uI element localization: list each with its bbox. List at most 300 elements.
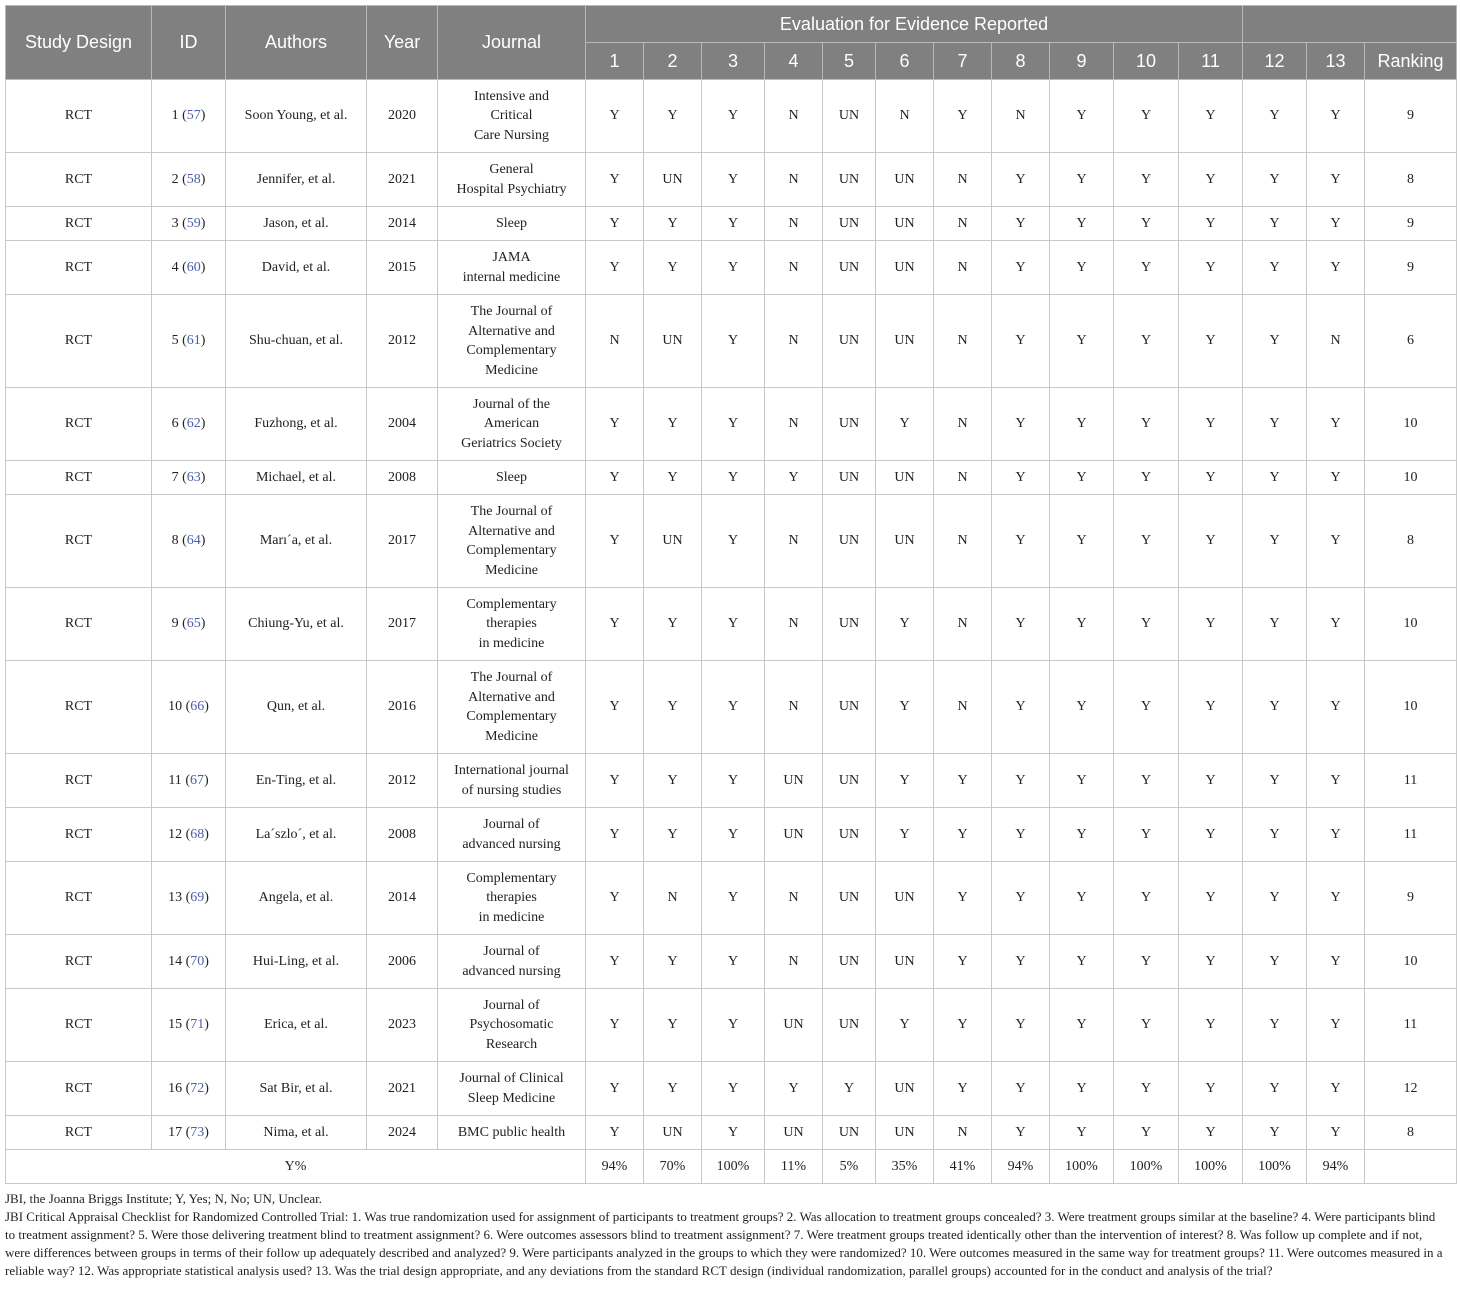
table-row — [6, 1062, 1457, 1116]
journal-line: JAMA — [492, 250, 531, 265]
table-row — [6, 989, 1457, 1062]
score-cell: Y — [992, 935, 1050, 989]
journal-line: Alternative and — [468, 523, 555, 539]
authors-cell: Chiung-Yu, et al. — [226, 588, 367, 661]
id-number: 15 — [168, 1017, 183, 1033]
reference-link[interactable]: 71 — [190, 1017, 205, 1033]
header-journal: Journal — [438, 6, 586, 80]
score-cell: Y — [934, 862, 992, 935]
score-cell: N — [765, 862, 823, 935]
score-cell: Y — [702, 80, 765, 153]
score-cell: Y — [586, 388, 644, 461]
score-cell: UN — [644, 1116, 702, 1150]
journal-line: International journal — [454, 763, 569, 778]
summary-percent: 100% — [1114, 1150, 1179, 1184]
score-cell: Y — [1179, 461, 1243, 495]
journal-line: advanced nursing — [462, 963, 561, 979]
score-cell: Y — [1179, 754, 1243, 808]
summary-percent: 100% — [702, 1150, 765, 1184]
header-criterion: 12 — [1243, 43, 1307, 80]
reference-link[interactable]: 68 — [190, 826, 205, 842]
study-design-cell: RCT — [6, 388, 152, 461]
score-cell: Y — [1243, 808, 1307, 862]
score-cell: N — [992, 80, 1050, 153]
journal-line: Medicine — [485, 362, 538, 378]
score-cell: Y — [644, 989, 702, 1062]
score-cell: N — [934, 153, 992, 207]
score-cell: Y — [1179, 241, 1243, 295]
table-row — [6, 388, 1457, 461]
score-cell: Y — [992, 808, 1050, 862]
score-cell: Y — [876, 661, 934, 754]
ranking-cell: 11 — [1365, 754, 1457, 808]
header-evaluation-group: Evaluation for Evidence Reported — [586, 6, 1243, 43]
score-cell: UN — [823, 989, 876, 1062]
score-cell: UN — [823, 80, 876, 153]
journal-line: Complementary — [466, 709, 557, 724]
summary-percent: 70% — [644, 1150, 702, 1184]
score-cell: Y — [586, 1062, 644, 1116]
score-cell: Y — [876, 588, 934, 661]
score-cell: Y — [1243, 207, 1307, 241]
journal-cell — [438, 808, 586, 862]
journal-line: Complementary — [466, 596, 557, 612]
reference-link[interactable]: 66 — [190, 699, 205, 715]
summary-percent: 5% — [823, 1150, 876, 1184]
score-cell: UN — [823, 935, 876, 989]
score-cell: Y — [1050, 388, 1114, 461]
score-cell: Y — [1307, 241, 1365, 295]
id-number: 14 — [168, 953, 183, 969]
score-cell: UN — [823, 588, 876, 661]
score-cell: UN — [876, 935, 934, 989]
score-cell: N — [934, 241, 992, 295]
journal-line: Sleep Medicine — [467, 1090, 556, 1106]
score-cell: Y — [934, 989, 992, 1062]
score-cell: Y — [586, 935, 644, 989]
ranking-cell: 8 — [1365, 153, 1457, 207]
abbreviations-note: JBI, the Joanna Briggs Institute; Y, Yes; N, No; UN, Unclear. — [5, 1191, 323, 1206]
score-cell: UN — [823, 388, 876, 461]
score-cell: Y — [934, 935, 992, 989]
score-cell: Y — [992, 1116, 1050, 1150]
score-cell: Y — [823, 1062, 876, 1116]
journal-line: Journal of the — [473, 396, 550, 412]
score-cell: UN — [765, 754, 823, 808]
score-cell: Y — [644, 1062, 702, 1116]
journal-line: BMC public health — [457, 1124, 566, 1140]
year-cell: 2017 — [367, 495, 438, 588]
score-cell: Y — [586, 588, 644, 661]
reference-link[interactable]: 63 — [186, 469, 201, 485]
year-cell: 2021 — [367, 153, 438, 207]
journal-cell — [438, 153, 586, 207]
journal-line: The Journal of — [470, 670, 553, 685]
score-cell: Y — [1243, 1116, 1307, 1150]
score-cell: N — [1307, 295, 1365, 388]
header-criterion: 7 — [934, 43, 992, 80]
id-number: 12 — [168, 826, 183, 842]
score-cell: Y — [1307, 461, 1365, 495]
journal-line: in medicine — [478, 635, 545, 651]
journal-line: in medicine — [478, 909, 545, 925]
score-cell: Y — [586, 661, 644, 754]
journal-cell — [438, 80, 586, 153]
journal-line: therapies — [486, 890, 537, 906]
journal-cell — [438, 935, 586, 989]
study-design-cell: RCT — [6, 153, 152, 207]
score-cell: Y — [765, 1062, 823, 1116]
score-cell: Y — [644, 207, 702, 241]
score-cell: Y — [1114, 989, 1179, 1062]
authors-cell: Shu-chuan, et al. — [226, 295, 367, 388]
journal-cell — [438, 388, 586, 461]
score-cell: Y — [1114, 808, 1179, 862]
score-cell: Y — [1114, 241, 1179, 295]
score-cell: UN — [876, 1116, 934, 1150]
score-cell: Y — [644, 754, 702, 808]
year-cell: 2006 — [367, 935, 438, 989]
journal-line: Geriatrics Society — [461, 435, 562, 451]
id-cell: 6 (62) — [152, 388, 226, 461]
score-cell: Y — [1050, 1062, 1114, 1116]
journal-line: Journal of Clinical — [459, 1071, 564, 1086]
score-cell: UN — [876, 207, 934, 241]
header-criterion: 10 — [1114, 43, 1179, 80]
score-cell: Y — [1050, 862, 1114, 935]
journal-line: advanced nursing — [462, 836, 561, 852]
score-cell: Y — [702, 588, 765, 661]
score-cell: Y — [586, 80, 644, 153]
reference-link[interactable]: 67 — [189, 772, 204, 788]
score-cell: Y — [1307, 588, 1365, 661]
journal-line: Complementary — [466, 870, 557, 886]
score-cell: Y — [1179, 80, 1243, 153]
score-cell: Y — [1050, 588, 1114, 661]
score-cell: Y — [1243, 661, 1307, 754]
journal-cell — [438, 754, 586, 808]
score-cell: Y — [586, 1116, 644, 1150]
journal-line: Research — [485, 1036, 538, 1052]
score-cell: Y — [1179, 935, 1243, 989]
reference-link[interactable]: 60 — [186, 259, 201, 275]
score-cell: Y — [1243, 80, 1307, 153]
table-row — [6, 862, 1457, 935]
id-cell: 15 (71) — [152, 989, 226, 1062]
score-cell: Y — [1307, 862, 1365, 935]
id-cell: 3 (59) — [152, 207, 226, 241]
table-row — [6, 495, 1457, 588]
score-cell: UN — [644, 495, 702, 588]
summary-percent: 100% — [1050, 1150, 1114, 1184]
authors-cell: Qun, et al. — [226, 661, 367, 754]
id-cell: 11 (67) — [152, 754, 226, 808]
reference-link[interactable]: 73 — [190, 1124, 205, 1140]
journal-line: Journal of — [483, 944, 540, 959]
score-cell: Y — [992, 461, 1050, 495]
score-cell: Y — [1114, 80, 1179, 153]
journal-line: The Journal of — [470, 304, 553, 319]
year-cell: 2012 — [367, 295, 438, 388]
score-cell: Y — [1050, 754, 1114, 808]
journal-line: Medicine — [485, 728, 538, 744]
score-cell: UN — [876, 862, 934, 935]
id-number: 17 — [168, 1124, 183, 1140]
journal-cell — [438, 1116, 586, 1150]
study-design-cell: RCT — [6, 495, 152, 588]
score-cell: Y — [1114, 935, 1179, 989]
score-cell: Y — [1114, 1116, 1179, 1150]
score-cell: UN — [765, 808, 823, 862]
id-cell: 8 (64) — [152, 495, 226, 588]
score-cell: Y — [1307, 1116, 1365, 1150]
study-design-cell: RCT — [6, 808, 152, 862]
authors-cell: Fuzhong, et al. — [226, 388, 367, 461]
year-cell: 2020 — [367, 80, 438, 153]
authors-cell: La´szlo´, et al. — [226, 808, 367, 862]
score-cell: Y — [1050, 1116, 1114, 1150]
journal-cell — [438, 495, 586, 588]
score-cell: UN — [644, 295, 702, 388]
score-cell: Y — [876, 388, 934, 461]
table-row — [6, 588, 1457, 661]
score-cell: Y — [876, 754, 934, 808]
score-cell: Y — [702, 461, 765, 495]
score-cell: Y — [1179, 1116, 1243, 1150]
score-cell: Y — [644, 241, 702, 295]
score-cell: N — [765, 153, 823, 207]
summary-percent: 94% — [1307, 1150, 1365, 1184]
ranking-cell: 9 — [1365, 862, 1457, 935]
score-cell: Y — [1114, 1062, 1179, 1116]
score-cell: Y — [1179, 588, 1243, 661]
reference-link[interactable]: 59 — [186, 215, 201, 231]
journal-line: General — [489, 162, 534, 177]
year-cell: 2012 — [367, 754, 438, 808]
header-criterion: 11 — [1179, 43, 1243, 80]
year-cell: 2017 — [367, 588, 438, 661]
ranking-cell: 10 — [1365, 461, 1457, 495]
ranking-cell: 10 — [1365, 935, 1457, 989]
score-cell: UN — [765, 989, 823, 1062]
score-cell: Y — [1114, 295, 1179, 388]
score-cell: Y — [1243, 1062, 1307, 1116]
id-cell: 10 (66) — [152, 661, 226, 754]
score-cell: Y — [1179, 207, 1243, 241]
score-cell: Y — [1307, 989, 1365, 1062]
score-cell: Y — [1050, 461, 1114, 495]
summary-empty — [1365, 1150, 1457, 1184]
study-design-cell: RCT — [6, 588, 152, 661]
journal-line: Complementary — [466, 543, 557, 558]
score-cell: Y — [1243, 495, 1307, 588]
score-cell: Y — [1050, 241, 1114, 295]
ranking-cell: 11 — [1365, 808, 1457, 862]
journal-cell — [438, 295, 586, 388]
year-cell: 2024 — [367, 1116, 438, 1150]
reference-link[interactable]: 58 — [186, 171, 201, 187]
journal-line: Alternative and — [468, 323, 555, 339]
study-design-cell: RCT — [6, 241, 152, 295]
year-cell: 2021 — [367, 1062, 438, 1116]
header-criterion: 5 — [823, 43, 876, 80]
id-number: 5 — [171, 333, 179, 349]
journal-line: Critical — [490, 108, 533, 124]
year-cell: 2015 — [367, 241, 438, 295]
score-cell: Y — [1179, 1062, 1243, 1116]
score-cell: UN — [823, 241, 876, 295]
journal-line: Hospital Psychiatry — [456, 181, 567, 197]
table-row — [6, 80, 1457, 153]
authors-cell: Angela, et al. — [226, 862, 367, 935]
score-cell: Y — [1243, 989, 1307, 1062]
score-cell: Y — [1243, 388, 1307, 461]
score-cell: Y — [1179, 388, 1243, 461]
header-criterion: 2 — [644, 43, 702, 80]
header-criterion: 9 — [1050, 43, 1114, 80]
score-cell: Y — [702, 754, 765, 808]
score-cell: Y — [586, 241, 644, 295]
jbi-appraisal-table — [5, 5, 1457, 1184]
header-criterion: 1 — [586, 43, 644, 80]
score-cell: Y — [1179, 153, 1243, 207]
header-evaluation-spacer — [1243, 6, 1457, 43]
score-cell: Y — [1243, 153, 1307, 207]
score-cell: Y — [1114, 588, 1179, 661]
score-cell: Y — [644, 388, 702, 461]
reference-link[interactable]: 61 — [186, 333, 201, 349]
table-row — [6, 241, 1457, 295]
journal-cell — [438, 241, 586, 295]
score-cell: N — [934, 661, 992, 754]
id-cell: 16 (72) — [152, 1062, 226, 1116]
reference-link[interactable]: 64 — [186, 533, 201, 549]
ranking-cell: 10 — [1365, 661, 1457, 754]
journal-line: Sleep — [495, 469, 528, 485]
score-cell: Y — [586, 461, 644, 495]
study-design-cell: RCT — [6, 754, 152, 808]
score-cell: Y — [702, 388, 765, 461]
journal-line: Psychosomatic — [469, 1017, 554, 1033]
reference-link[interactable]: 69 — [190, 890, 205, 906]
score-cell: Y — [992, 754, 1050, 808]
score-cell: Y — [1179, 862, 1243, 935]
score-cell: Y — [586, 153, 644, 207]
score-cell: Y — [992, 661, 1050, 754]
study-design-cell: RCT — [6, 661, 152, 754]
year-cell: 2008 — [367, 808, 438, 862]
reference-link[interactable]: 70 — [190, 953, 205, 969]
score-cell: Y — [1179, 808, 1243, 862]
score-cell: Y — [1114, 153, 1179, 207]
reference-link[interactable]: 65 — [186, 616, 201, 632]
header-criterion: 6 — [876, 43, 934, 80]
journal-line: therapies — [486, 616, 537, 632]
id-number: 13 — [168, 890, 183, 906]
score-cell: Y — [992, 153, 1050, 207]
score-cell: UN — [823, 207, 876, 241]
ranking-cell: 12 — [1365, 1062, 1457, 1116]
checklist-note: JBI Critical Appraisal Checklist for Randomized Controlled Trial: 1. Was true randomization used for assignment of participants to treatment groups? 2. Was allocation to treatment groups concealed? 3. Were treatment groups similar at the baseline? 4. Were participants blind to treatment assignment? 5. Were those delivering treatment blind to treatment assignment? 6. Were outcomes assessors blind to treatment assignment? 7. Were treatment groups treated identically other than the intervention of interest? 8. Was follow up complete and if not, were differences between groups in terms of their follow up adequately described and analyzed? 9. Were participants analyzed in the groups to which they were randomized? 10. Were outcomes measured in the same way for treatment groups? 11. Were outcomes measured in a reliable way? 12. Was appropriate statistical analysis used? 13. Was the trial design appropriate, and any deviations from the standard RCT design (individual randomization, parallel groups) accounted for in the conduct and analysis of the trial? — [5, 1209, 1443, 1278]
summary-percent: 100% — [1179, 1150, 1243, 1184]
score-cell: Y — [1307, 935, 1365, 989]
id-number: 16 — [168, 1080, 183, 1096]
score-cell: UN — [823, 1116, 876, 1150]
score-cell: Y — [1243, 754, 1307, 808]
score-cell: Y — [1307, 207, 1365, 241]
score-cell: Y — [1307, 661, 1365, 754]
score-cell: Y — [1307, 1062, 1365, 1116]
id-number: 2 — [171, 171, 179, 187]
score-cell: Y — [586, 862, 644, 935]
score-cell: Y — [934, 754, 992, 808]
header-authors: Authors — [226, 6, 367, 80]
study-design-cell: RCT — [6, 461, 152, 495]
score-cell: Y — [1243, 241, 1307, 295]
id-cell: 7 (63) — [152, 461, 226, 495]
ranking-cell: 10 — [1365, 588, 1457, 661]
score-cell: UN — [876, 241, 934, 295]
score-cell: Y — [586, 808, 644, 862]
score-cell: N — [765, 80, 823, 153]
journal-cell — [438, 862, 586, 935]
journal-line: internal medicine — [462, 269, 561, 285]
id-cell: 17 (73) — [152, 1116, 226, 1150]
score-cell: N — [765, 935, 823, 989]
id-number: 9 — [171, 616, 179, 632]
score-cell: UN — [765, 1116, 823, 1150]
year-cell: 2016 — [367, 661, 438, 754]
journal-line: Medicine — [485, 562, 538, 578]
year-cell: 2014 — [367, 207, 438, 241]
score-cell: N — [765, 388, 823, 461]
score-cell: Y — [702, 1062, 765, 1116]
reference-link[interactable]: 72 — [190, 1080, 205, 1096]
id-cell: 13 (69) — [152, 862, 226, 935]
score-cell: Y — [702, 207, 765, 241]
score-cell: N — [934, 1116, 992, 1150]
score-cell: N — [765, 241, 823, 295]
reference-link[interactable]: 62 — [186, 416, 201, 432]
score-cell: Y — [1243, 588, 1307, 661]
summary-percent: 94% — [992, 1150, 1050, 1184]
authors-cell: Hui-Ling, et al. — [226, 935, 367, 989]
id-number: 11 — [168, 772, 182, 788]
study-design-cell: RCT — [6, 1116, 152, 1150]
id-cell: 14 (70) — [152, 935, 226, 989]
reference-link[interactable]: 57 — [186, 108, 201, 124]
id-cell: 1 (57) — [152, 80, 226, 153]
table-row — [6, 661, 1457, 754]
journal-line: Care Nursing — [473, 127, 550, 143]
study-design-cell: RCT — [6, 295, 152, 388]
summary-percent: 41% — [934, 1150, 992, 1184]
header-criterion: 4 — [765, 43, 823, 80]
score-cell: Y — [1114, 754, 1179, 808]
score-cell: Y — [1307, 80, 1365, 153]
authors-cell: Marı´a, et al. — [226, 495, 367, 588]
header-year: Year — [367, 6, 438, 80]
id-cell: 5 (61) — [152, 295, 226, 388]
authors-cell: Sat Bir, et al. — [226, 1062, 367, 1116]
score-cell: Y — [702, 241, 765, 295]
score-cell: UN — [823, 661, 876, 754]
ranking-cell: 8 — [1365, 495, 1457, 588]
id-cell: 2 (58) — [152, 153, 226, 207]
score-cell: Y — [702, 862, 765, 935]
header-id: ID — [152, 6, 226, 80]
score-cell: Y — [992, 495, 1050, 588]
